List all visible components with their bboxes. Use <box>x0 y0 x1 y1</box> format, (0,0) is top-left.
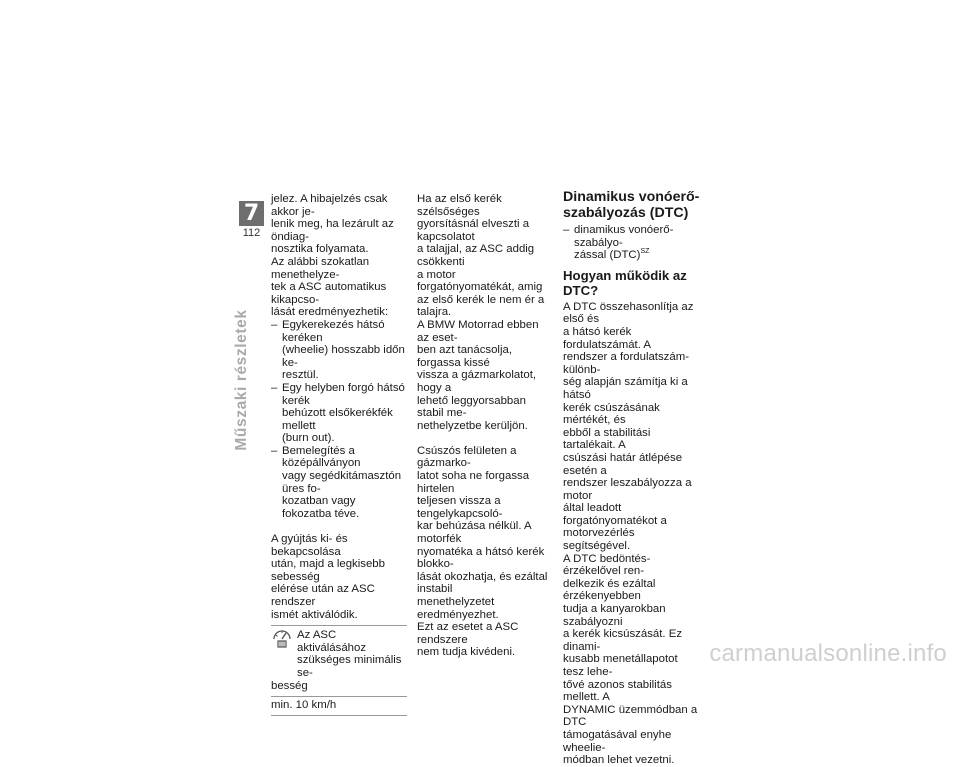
spec-table <box>271 625 407 716</box>
list-item: – Bemelegítés a középállványon vagy segédkitámasztón üres fo- kozatban vagy fokozatba téve. <box>271 445 407 521</box>
equipment-list <box>563 224 700 262</box>
gauge-icon <box>271 628 293 650</box>
page-number: 112 <box>242 227 261 239</box>
text-column-3 <box>563 189 700 767</box>
optional-equipment-mark: SZ <box>640 248 650 256</box>
spec-value: min. 10 km/h <box>271 696 407 716</box>
list-item: – dinamikus vonóerő-szabályo- zással (DTC)$^{SZ}$ <box>563 224 700 262</box>
intro-paragraph: jelez. A hibajelzés csak akkor je- lenik meg, ha lezárult az öndiag- nosztika folyamata. Az alábbi szokatlan menethelyze- tek a ASC automatikus kikapcso- lását eredményezhetik: <box>271 193 394 319</box>
list-item: – Egy helyben forgó hátsó kerék behúzott elsőkerékfék mellett (burn out). <box>271 382 407 445</box>
list-item: – Egykerekezés hátsó keréken (wheelie) hosszabb időn ke- resztül. <box>271 319 407 382</box>
slippery-surface-paragraph: Csúszós felületen a gázmarko- latot soha ne forgassa hirtelen teljesen vissza a tengelykapcsoló- kar behúzása nélkül. A motorfék nyomatéka a hátsó kerék blokko- lását okozhatja, és ezáltal instabil menethelyzetet eredményezhet. Ezt az esetet a ASC rendszere nem tudja kivédeni. <box>417 444 548 659</box>
section-heading: Dinamikus vonóerő- szabályozás (DTC) <box>563 189 700 221</box>
side-chapter-title-text: Műszaki részletek <box>233 309 250 451</box>
reactivation-paragraph: A gyújtás ki- és bekapcsolása után, majd a legkisebb sebesség elérése után az ASC rendszer ismét aktiválódik. <box>271 533 385 621</box>
situation-list <box>271 319 407 521</box>
subsection-heading: Hogyan működik az DTC? <box>563 267 687 298</box>
dtc-description: A DTC összehasonlítja az első és a hátsó kerék fordulatszámát. A rendszer a fordulatszám-különb- ség alapján számítja ki a hátsó kerék csúszásának mértékét, és ebből a stabilitási tartalékait. A csúszási határ átlépése esetén a rendszer leszabályozza a motor által leadott forgatónyomatékot a motorvezérlés segítségével. A DTC bedöntés-érzékelővel ren- delkezik és ezáltal érzékenyebben tudja a kanyarokban szabályozni a kerék kicsúszását. Ez dinami- kusabb menetállapotot tesz lehe- tővé azonos stabilitás mellett. A DYNAMIC üzemmódban a DTC támogatásával enyhe wheelie- módban lehet vezetni. <box>563 300 698 767</box>
wheelie-paragraph: Ha az első kerék szélsőséges gyorsításnál elveszti a kapcsolatot a talajjal, az ASC addig csökkenti a motor forgatónyomatékát, amig az első kerék le nem ér a talajra. A BMW Motorrad ebben az eset- ben azt tanácsolja, forgassa kissé vissza a gázmarkolatot, hogy a lehető leggyorsabban stabil me- nethelyzetbe kerüljön. <box>417 193 545 432</box>
text-column-1 <box>271 193 407 716</box>
chapter-number: 7 <box>239 201 264 226</box>
watermark: carmanualsonline.info <box>709 640 947 667</box>
spec-label: Az ASC aktiválásához szükséges minimális se- besség <box>271 629 402 692</box>
spec-header <box>271 626 407 696</box>
text-column-2 <box>417 193 553 659</box>
